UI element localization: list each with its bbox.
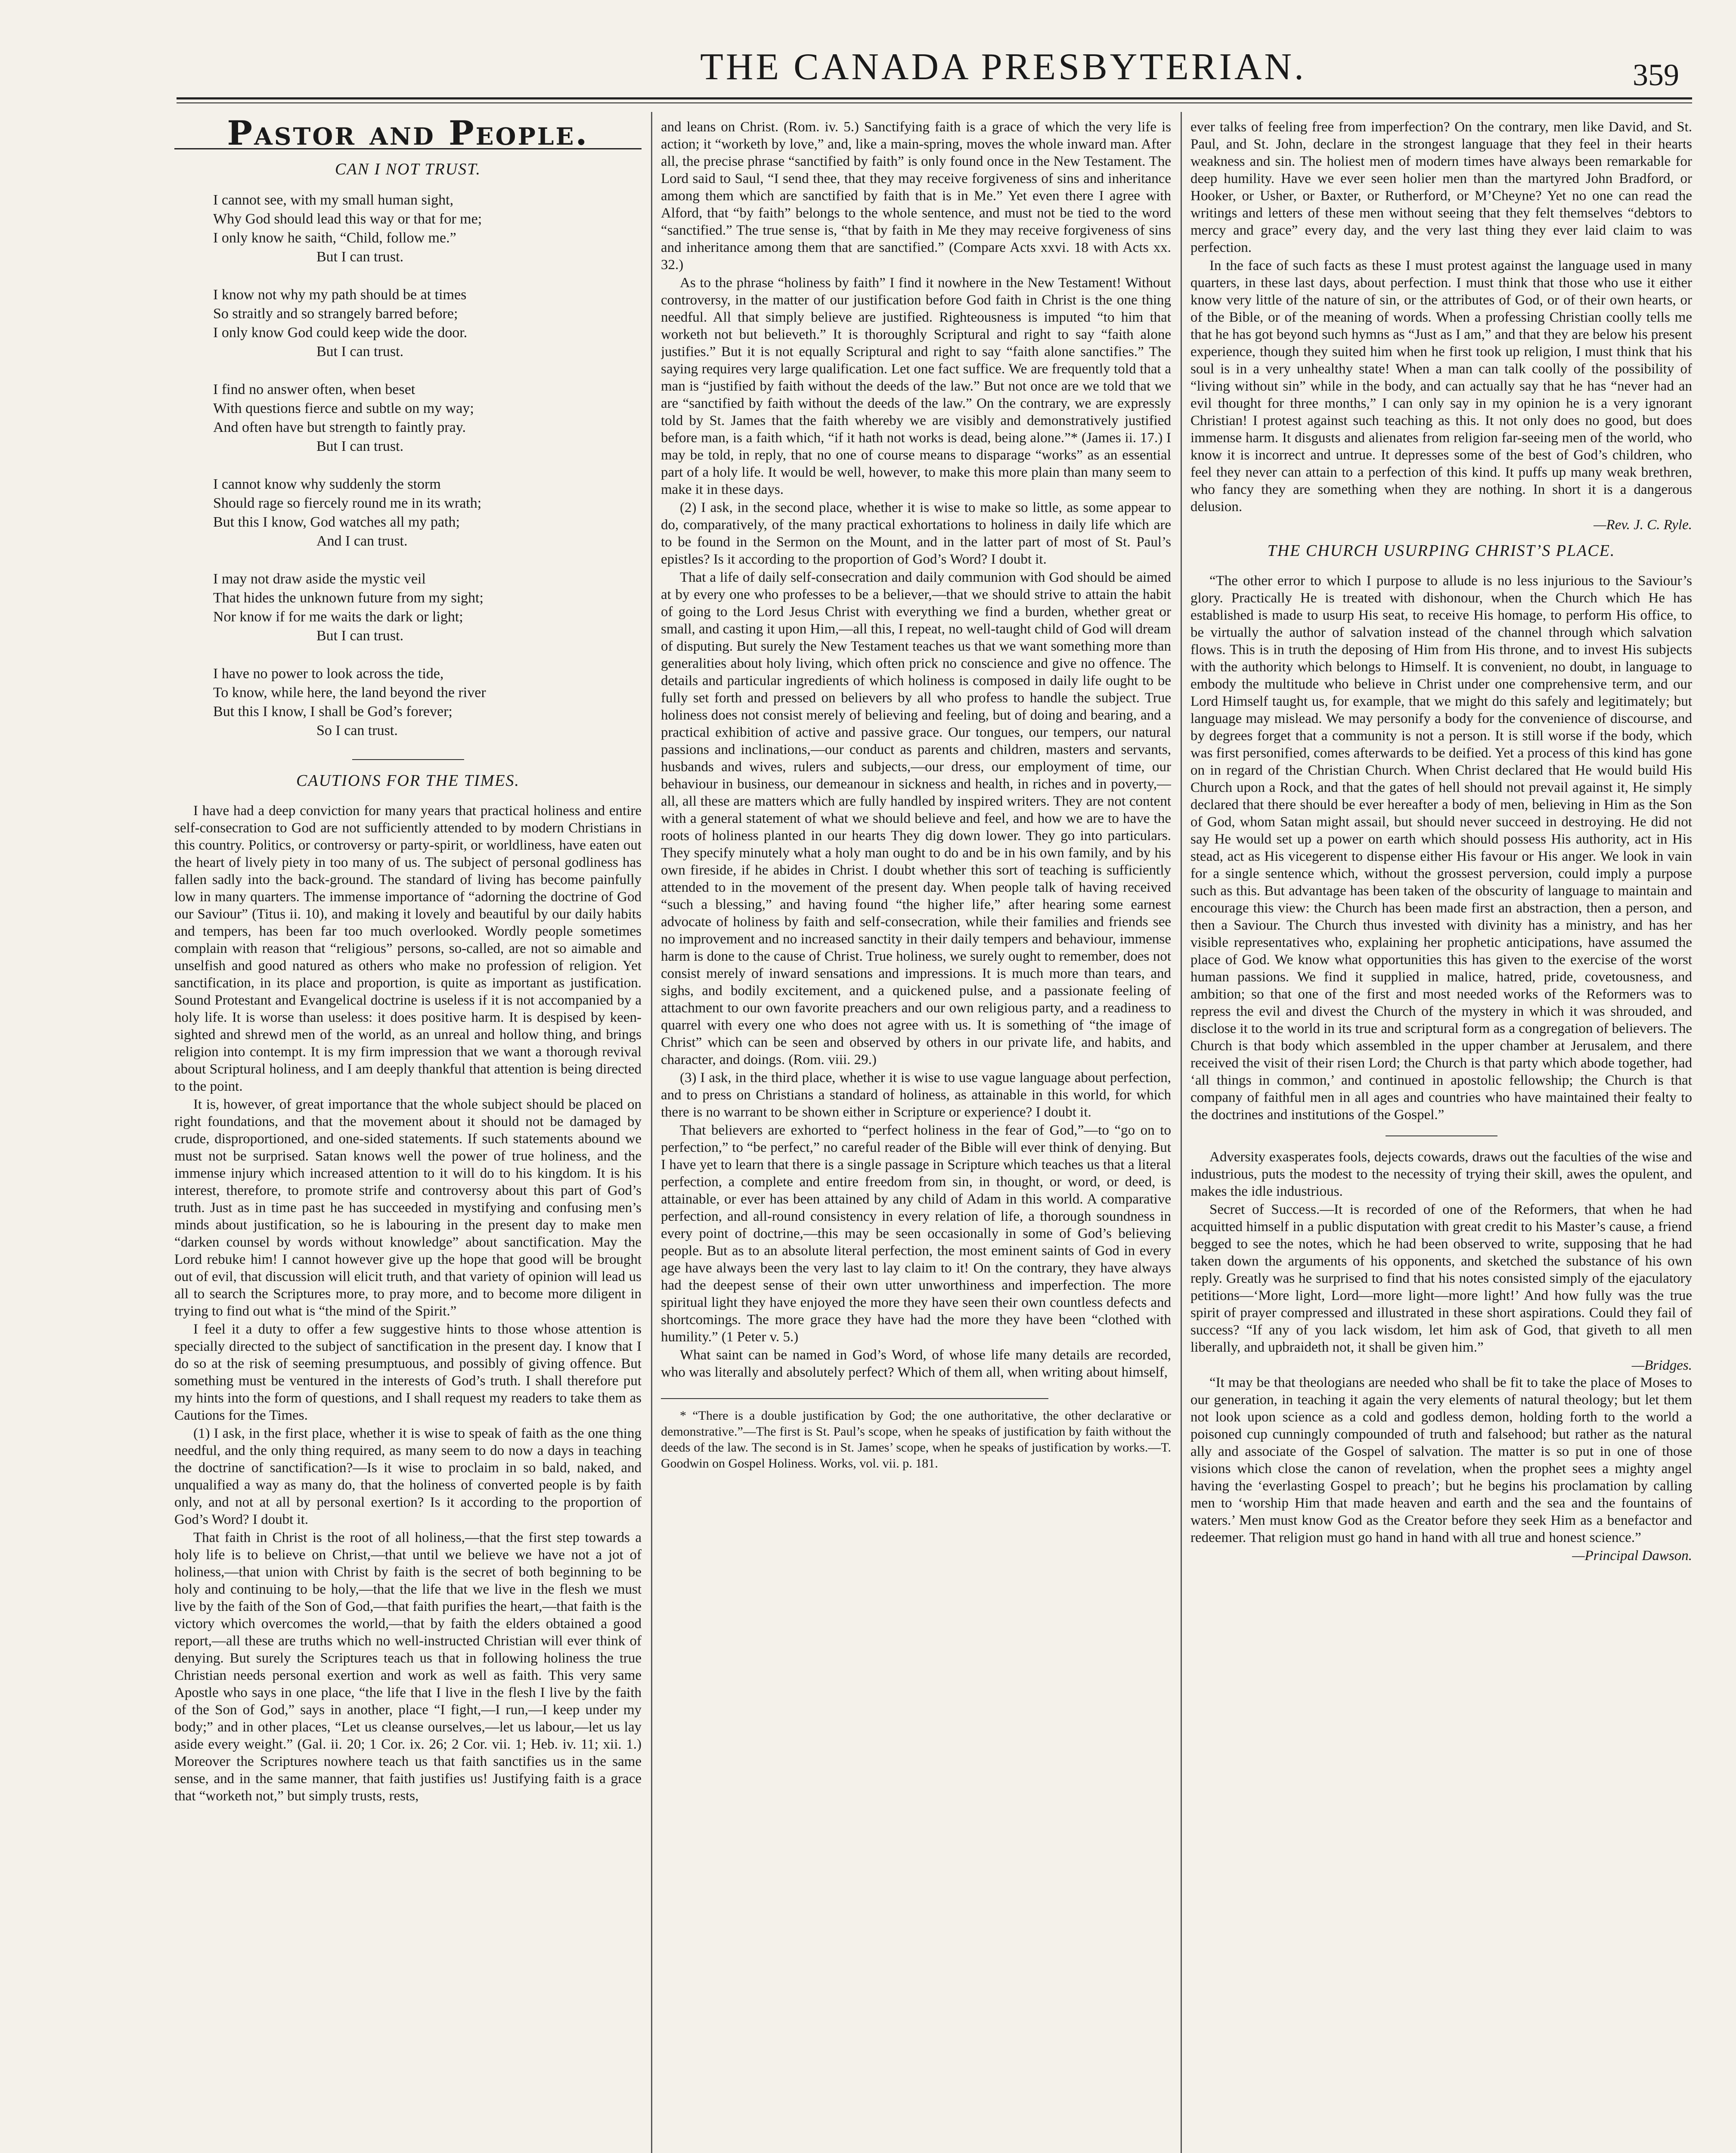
poem-line: To know, while here, the land beyond the river [213, 685, 486, 701]
column-3 [1190, 118, 1692, 2153]
column-divider [1181, 112, 1182, 2153]
poem-stanza [213, 664, 642, 740]
poem-line: But this I know, God watches all my path; [213, 514, 460, 530]
author-signature: —Principal Dawson. [1572, 1548, 1692, 1564]
poem-title: CAN I NOT TRUST. [335, 160, 481, 178]
poem-line: Nor know if for me waits the dark or light; [213, 609, 463, 625]
poem-line: I only know God could keep wide the door. [213, 325, 468, 341]
section-rule [352, 759, 464, 760]
masthead-rule-thin [177, 102, 1692, 103]
article-title: THE CHURCH USURPING CHRIST’S PLACE. [1267, 542, 1615, 560]
poem-stanza [213, 285, 642, 361]
article-paragraph: (1) I ask, in the first place, whether it is wise to speak of faith as the one thing needful, and the only thing required, as many seem to do now a days in teaching the doctrine of sanctification?—Is it wise to proclaim in so bald, naked, and unqualified a way as many do, that the holiness of converted people is by faith only, and not at all by personal exertion? Is it according to the proportion of God’s Word? I doubt it. [174, 1426, 642, 1527]
article-paragraph: “It may be that theologians are needed who shall be fit to take the place of Moses to our generation, in teaching it again the very elements of natural theology; but let them not look upon science as a cold and godless demon, holding forth to the world a poisoned cup cunningly compounded of truth and falsehood; but rather as the natural ally and associate of the Gospel of salvation. The matter is so put in one of those visions which close the canon of revelation, when the prophet sees a mighty angel having the ‘everlasting Gospel to preach’; but he begins his proclamation by calling men to ‘worship Him that made heaven and earth and the sea and the fountains of waters.’ Men must know God as the Creator before they seek Him as a benefactor and redeemer. That religion must go hand in hand with all true and honest science.” [1190, 1375, 1692, 1545]
poem-stanza [213, 191, 642, 267]
footnote: * “There is a double justification by God; the one authoritative, the other declarative or demonstrative.”—The first is St. Paul’s scope, when he speaks of justification by faith without the deeds of the law. The second is in St. James’ scope, when he speaks of justification by works.—T. Goodwin on Gospel Holiness. Works, vol. vii. p. 181. [661, 1408, 1171, 1470]
poem-refrain: So I can trust. [316, 723, 398, 738]
article-paragraph: In the face of such facts as these I must protest against the language used in many quarters, in these last days, about perfection. I must think that those who use it either know very little of the nature of sin, or the attributes of God, or of their own hearts, or of the Bible, or of the meaning of words. When a professing Christian coolly tells me that he has got beyond such hymns as “Just as I am,” and that they are below his present experience, though they suited him when he first took up religion, I must think that his soul is in a very unhealthy state! When a man can talk coolly of the possibility of “living without sin” while in the body, and can actually say that he has “never had an evil thought for three months,” I can only say in my opinion he is a very ignorant Christian! I protest against such teaching as this. It not only does no good, but does immense harm. It disgusts and alienates from religion far-seeing men of the world, who know it is incorrect and untrue. It depresses some of the best of God’s children, who feel they never can attain to a perfection of this kind. It puffs up many weak brethren, who fancy they are something when they are nothing. In short it is a dangerous delusion. [1190, 258, 1692, 515]
footnote-rule [661, 1398, 1048, 1399]
poem-line: With questions fierce and subtle on my way; [213, 400, 474, 416]
article-paragraph: I have had a deep conviction for many years that practical holiness and entire self-consecration to God are not sufficiently attended to by modern Christians in this country. Politics, or controversy or party-spirit, or worldliness, have eaten out the heart of lively piety in too many of us. The subject of personal godliness has fallen sadly into the back-ground. The standard of living has become painfully low in many quarters. The immense importance of “adorning the doctrine of God our Saviour” (Titus ii. 10), and making it lovely and beautiful by our daily habits and tempers, has been far too much overlooked. Wordly people sometimes complain with reason that “religious” persons, so-called, are not so aimable and unselfish and good natured as others who make no profession of religion. Yet sanctification, in its place and proportion, is quite as important as justification. Sound Protestant and Evangelical doctrine is useless if it is not accompanied by a holy life. It is worse than useless: it does positive harm. It is despised by keen-sighted and shrewd men of the world, as an unreal and hollow thing, and brings religion into contempt. It is my firm impression that we want a thorough revival about Scriptural holiness, and I am deeply thankful that attention is being directed to the point. [174, 803, 642, 1094]
poem-stanza [213, 475, 642, 551]
article-paragraph: (2) I ask, in the second place, whether it is wise to make so little, as some appear to do, comparatively, of the many practical exhortations to holiness in daily life which are to be found in the Sermon on the Mount, and in the latter part of most of St. Paul’s epistles? Is it according to the proportion of God’s Word? I doubt it. [661, 500, 1171, 567]
page-number: 359 [1633, 58, 1679, 92]
article-paragraph: I feel it a duty to offer a few suggestive hints to those whose attention is specially directed to the subject of sanctification in the present day. I know that I do so at the risk of seeming presumptuous, and possibly of giving offence. But something must be ventured in the interests of God’s truth. I shall therefore put my hints into the form of questions, and I shall request my readers to take them as Cautions for the Times. [174, 1322, 642, 1423]
article-paragraph: ever talks of feeling free from imperfection? On the contrary, men like David, and St. Paul, and St. John, declare in the strongest language that they feel in their hearts weakness and sin. The holiest men of modern times have always been remarkable for deep humility. Have we ever seen holier men than the martyred John Bradford, or Hooker, or Usher, or Baxter, or Rutherford, or M’Cheyne? Yet no one can read the writings and letters of these men without seeing that they felt themselves “debtors to mercy and grace” every day, and the very last thing they ever laid claim to was perfection. [1190, 119, 1692, 255]
poem-line: I know not why my path should be at times [213, 287, 467, 303]
article-title: CAUTIONS FOR THE TIMES. [296, 772, 520, 790]
article-paragraph: What saint can be named in God’s Word, of whose life many details are recorded, who was literally and absolutely perfect? Which of them all, when writing about himself, [661, 1347, 1171, 1380]
poem-refrain: But I can trust. [316, 438, 404, 454]
article-paragraph: As to the phrase “holiness by faith” I find it nowhere in the New Testament! Without controversy, in the matter of our justification before God faith in Christ is the one thing needful. All that simply believe are justified. Righteousness is imputed “to him that worketh not but believeth.” It is thoroughly Scriptural and right to say “faith alone justifies.” But it is not equally Scriptural and right to say “faith alone sanctifies.” The saying requires very large qualification. Let one fact suffice. We are frequently told that a man is “justified by faith without the deeds of the law.” But not once are we told that we are “sanctified by faith without the deeds of the law.” On the contrary, we are expressly told by St. James that the faith whereby we are visibly and demonstratively justified before man, is a faith which, “if it hath not works is dead, being alone.”* (James ii. 17.) I may be told, in reply, that no one of course means to disparage “works” as an essential part of a holy life. It would be well, however, to make this more plain than many seem to make it in these days. [661, 275, 1171, 497]
article-paragraph: Secret of Success.—It is recorded of one of the Reformers, that when he had acquitted himself in a public disputation with great credit to his Master’s cause, a friend begged to see the notes, which he had been observed to write, supposing that he had taken down the arguments of his opponents, and sketched the substance of his own reply. Greatly was he surprised to find that his notes consisted simply of the ejaculatory petitions—‘More light, Lord—more light—more light!’ And how fully was the true spirit of prayer compressed and illustrated in these short aspirations. Could they fail of success? “If any of you lack wisdom, let him ask of God, that giveth to all men liberally, and upbraideth not, it shall be given him.” [1190, 1202, 1692, 1355]
poem-line: I only know he saith, “Child, follow me.” [213, 230, 456, 246]
poem-line: I have no power to look across the tide, [213, 666, 444, 682]
column-2 [661, 118, 1171, 2153]
article-paragraph: and leans on Christ. (Rom. iv. 5.) Sanctifying faith is a grace of which the very life is action; it “worketh by love,” and, like a main-spring, moves the whole inward man. After all, the precise phrase “sanctified by faith” is only found once in the New Testament. The Lord said to Saul, “I send thee, that they may receive forgiveness of sins and inheritance among them which are sanctified by faith that is in Me.” Yet even there I agree with Alford, that “by faith” belongs to the whole sentence, and must not be tied to the word “sanctified.” The true sense is, “that by faith in Me they may receive forgiveness of sins and inheritance among them that are sanctified.” (Compare Acts xxvi. 18 with Acts xx. 32.) [661, 119, 1171, 273]
department-heading: Pastor and People. [227, 118, 589, 153]
poem-line: I cannot see, with my small human sight, [213, 192, 454, 208]
article-paragraph: That a life of daily self-consecration and daily communion with God should be aimed at by every one who professes to be a believer,—that we should strive to attain the habit of going to the Lord Jesus Christ with everything we find a burden, whether great or small, and casting it upon Him,—all this, I repeat, no well-taught child of God will dream of disputing. But surely the New Testament teaches us that we want something more than generalities about holy living, which often prick no conscience and give no offence. The details and particular ingredients of which holiness is composed in daily life ought to be fully set forth and pressed on believers by all who profess to handle the subject. True holiness does not consist merely of believing and feeling, but of doing and bearing, and a practical exhibition of active and passive grace. Our tongues, our tempers, our natural passions and inclinations,—our conduct as parents and children, masters and servants, husbands and wives, rulers and subjects,—our dress, our employment of time, our behaviour in business, our demeanour in sickness and health, in riches and in poverty,—all, all these are matters which are fully handled by inspired writers. They are not content with a general statement of what we should believe and feel, and how we are to have the roots of holiness planted in our hearts They dig down lower. They go into particulars. They specify minutely what a holy man ought to do and be in his own family, and by his own fireside, if he abides in Christ. I doubt whether this sort of teaching is sufficiently attended to in the movement of the present day. When people talk of having received “such a blessing,” and having found “the higher life,” after hearing some earnest advocate of holiness by faith and self-consecration, while their families and friends see no improvement and no increased sanctity in their daily tempers and behaviour, immense harm is done to the cause of Christ. True holiness, we surely ought to remember, does not consist merely of inward sensations and impressions. It is much more than tears, and sighs, and bodily excitement, and a quickened pulse, and a passionate feeling of attachment to our own favorite preachers and our own religious party, and a readiness to quarrel with every one who does not agree with us. It is something of “the image of Christ” which can be seen and observed by others in our private life, and habits, and character, and doings. (Rom. viii. 29.) [661, 570, 1171, 1067]
poem-line: And often have but strength to faintly pray. [213, 419, 466, 435]
article-paragraph: It is, however, of great importance that the whole subject should be placed on right foundations, and that the movement about it should not be damaged by crude, disproportioned, and one-sided statements. If such statements abound we must not be surprised. Satan knows well the power of true holiness, and the immense injury which increased attention to it will do to his kingdom. It is his interest, therefore, to promote strife and controversy about this part of God’s truth. Just as in time past he has succeeded in mystifying and confusing men’s minds about justification, so he is labouring in the present day to make men “darken counsel by words without knowledge” about sanctification. May the Lord rebuke him! I cannot however give up the hope that good will be brought out of evil, that discussion will elicit truth, and that variety of opinion will lead us all to search the Scriptures more, to pray more, and to become more diligent in trying to find out what is “the mind of the Spirit.” [174, 1097, 642, 1319]
column-divider [651, 112, 652, 2153]
article-paragraph: (3) I ask, in the third place, whether it is wise to use vague language about perfection, and to press on Christians a standard of holiness, as attainable in this world, for which there is no warrant to be shown either in Scripture or experience? I doubt it. [661, 1070, 1171, 1120]
poem-stanza [213, 570, 642, 645]
poem-line: So straitly and so strangely barred before; [213, 306, 458, 322]
poem-line: But this I know, I shall be God’s forever; [213, 704, 453, 720]
newspaper-title: THE CANADA PRESBYTERIAN. [700, 46, 1306, 88]
masthead-rule-thick [177, 97, 1692, 99]
poem-refrain: But I can trust. [316, 628, 404, 644]
article-paragraph: “The other error to which I purpose to allude is no less injurious to the Saviour’s glory. Practically He is treated with dishonour, when the Church which He has established is made to usurp His seat, to receive His homage, to perform His office, to be virtually the author of salvation instead of the channel through which salvation flows. This is in truth the deposing of Him from His throne, and to invest His subjects with the authority which belongs to Himself. It is convenient, no doubt, in language to embody the multitude who believe in Christ under one comprehensive term, and our Lord Himself taught us, for example, that we might do this safely and legitimately; but language may mislead. We may personify a body for the convenience of discourse, and by degrees forget that a community is not a person. It is still worse if the body, which was first personified, comes afterwards to be deified. Yet a process of this kind has gone on in regard of the Christian Church. When Christ declared that He would build His Church upon a Rock, and that the gates of hell should not prevail against it, He simply declared that there should be ever hereafter a body of men, believing in Him as the Son of God, whom Satan might assail, but should never succeed in destroying. He did not say He would set up a power on earth which should possess His authority, act in His stead, act as His vicegerent to dispense either His favour or His anger. We look in vain for a single sentence which, without the grossest perversion, could imply a purpose such as this. But advantage has been taken of the obscurity of language to maintain and encourage this view: the Church has been made first an abstraction, then a person, and then a Saviour. The Church thus invested with divinity has a ministry, and has her visible representatives who, explaining her prophetic anticipations, have assumed the place of God. We know what opportunities this has given to the exercise of the worst human passions. We find it supplied in malice, hatred, pride, covetousness, and ambition; so that one of the first and most needed works of the Reformers was to repress the evil and divest the Church of the mystery in which it was shrouded, and disclose it to the world in its true and scriptural form as a congregation of believers. The Church is that body which assembled in the upper chamber at Jerusalem, and there received the visit of their risen Lord; the Church is that party which abode together, had ‘all things in common,’ and continued in apostolic fellowship; the Church is that company of faithful men in all ages and countries who have maintained their fealty to the doctrines and institutions of the Gospel.” [1190, 573, 1692, 1123]
poem-line: I find no answer often, when beset [213, 382, 415, 397]
poem-line: I may not draw aside the mystic veil [213, 571, 426, 587]
masthead [164, 41, 1679, 93]
author-signature: —Rev. J. C. Ryle. [1593, 517, 1692, 533]
poem-refrain: And I can trust. [316, 533, 408, 549]
poem-line: That hides the unknown future from my sight; [213, 590, 484, 606]
poem-line: Why God should lead this way or that for me; [213, 211, 482, 227]
poem [213, 191, 642, 740]
section-rule [1386, 1135, 1497, 1136]
poem-refrain: But I can trust. [316, 249, 404, 265]
author-signature: —Bridges. [1631, 1358, 1692, 1373]
poem-stanza [213, 380, 642, 456]
poem-refrain: But I can trust. [316, 344, 404, 360]
article-paragraph: Adversity exasperates fools, dejects cowards, draws out the faculties of the wise and industrious, puts the modest to the necessity of trying their skill, awes the opulent, and makes the idle industrious. [1190, 1149, 1692, 1199]
poem-line: I cannot know why suddenly the storm [213, 476, 441, 492]
article-paragraph: That believers are exhorted to “perfect holiness in the fear of God,”—to “go on to perfection,” to “be perfect,” no careful reader of the Bible will ever think of denying. But I have yet to learn that there is a single passage in Scripture which teaches us that a literal perfection, a complete and entire freedom from sin, in thought, or word, or deed, is attainable, or ever has been attained by any child of Adam in this world. A comparative perfection, and all-round consistency in every relation of life, a thorough soundness in every point of doctrine,—this may be seen occasionally in some of God’s believing people. But as to an absolute literal perfection, the most eminent saints of God in every age have always been the very last to lay claim to it! On the contrary, they have always had the deepest sense of their own utter unworthiness and imperfection. The more spiritual light they have enjoyed the more they have seen their own countless defects and shortcomings. The more grace they have had the more they have been “clothed with humility.” (1 Peter v. 5.) [661, 1123, 1171, 1345]
poem-line: Should rage so fiercely round me in its wrath; [213, 495, 482, 511]
article-paragraph: That faith in Christ is the root of all holiness,—that the first step towards a holy life is to believe on Christ,—that until we believe we have not a jot of holiness,—that union with Christ by faith is the secret of both beginning to be holy and continuing to be holy,—that the life that we live in the flesh we must live by the faith of the Son of God,—that faith purifies the heart,—that faith is the victory which overcomes the world,—that by faith the elders obtained a good report,—all these are truths which no well-instructed Christian will ever think of denying. But surely the Scriptures teach us that in following holiness the true Christian needs personal exertion and work as well as faith. This very same Apostle who says in one place, “the life that I live in the flesh I live by the faith of the Son of God,” says in another, place “I fight,—I run,—I keep under my body;” and in other places, “Let us cleanse ourselves,—let us labour,—let us lay aside every weight.” (Gal. ii. 20; 1 Cor. ix. 26; 2 Cor. vii. 1; Heb. iv. 11; xii. 1.) Moreover the Scriptures nowhere teach us that faith sanctifies us in the same sense, and in the same manner, that faith justifies us! Justifying faith is a grace that “worketh not,” but simply trusts, rests, [174, 1530, 642, 1804]
column-1 [174, 118, 642, 2153]
